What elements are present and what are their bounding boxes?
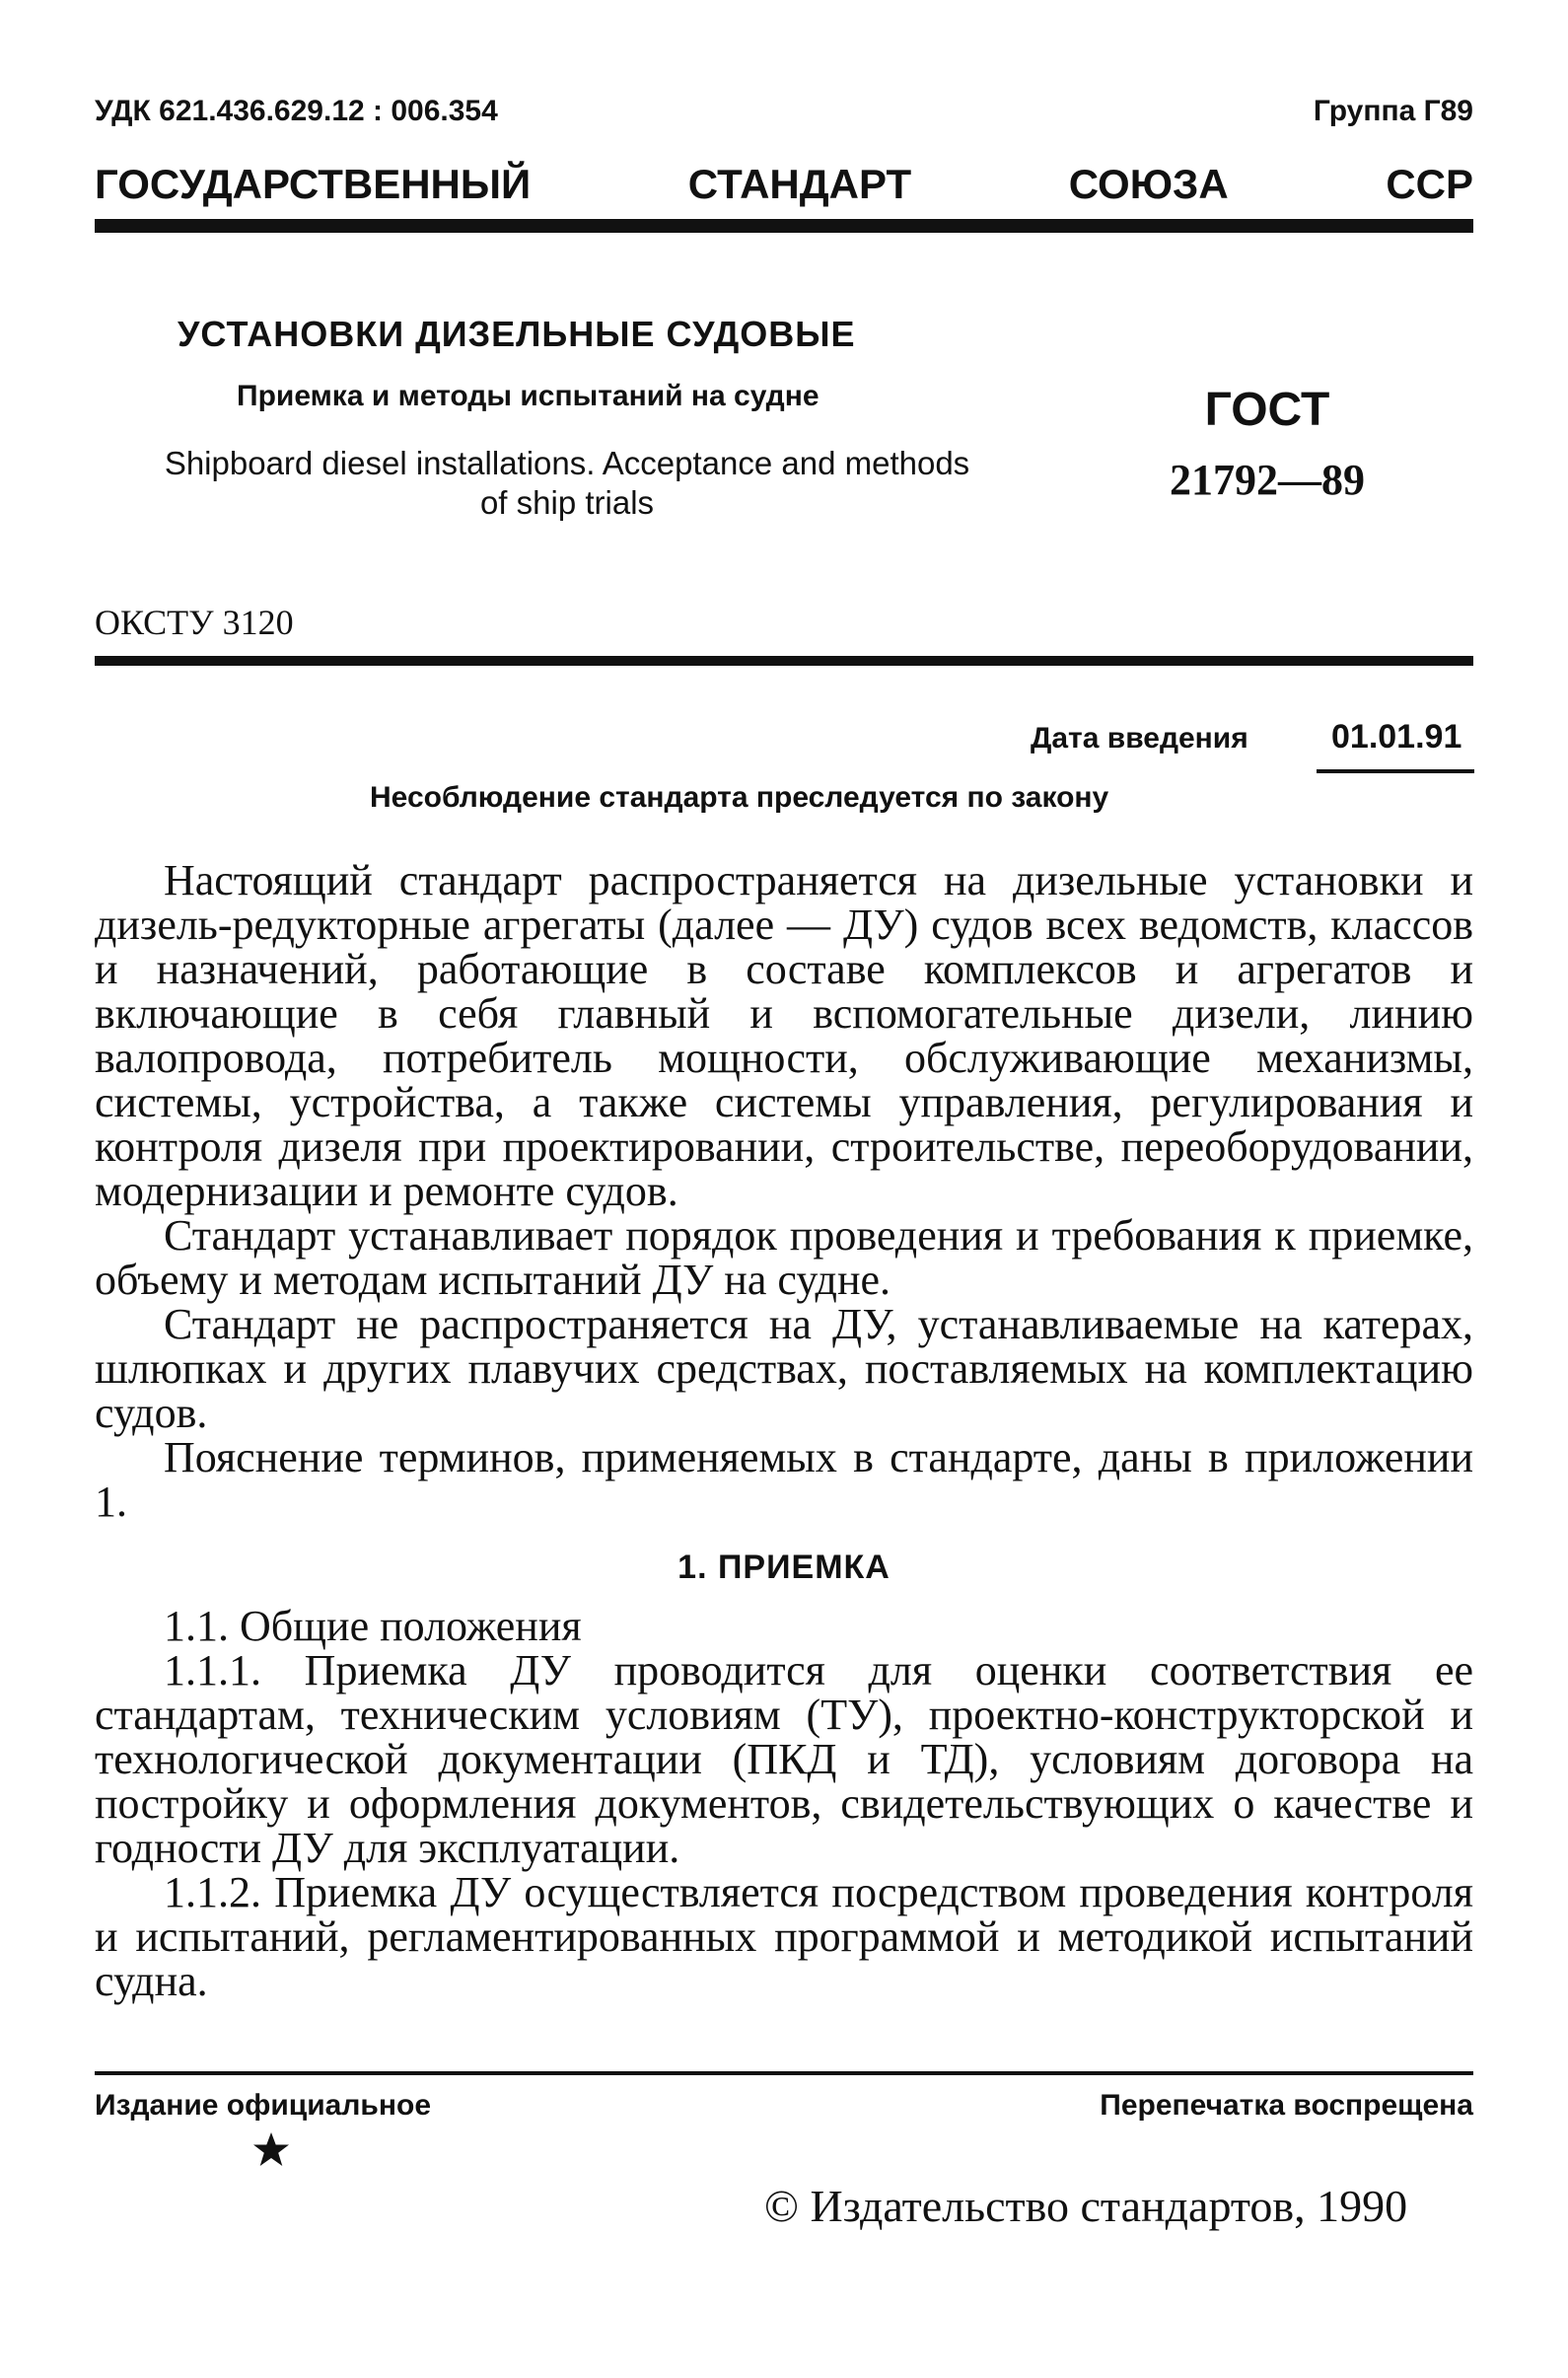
star-icon — [251, 2130, 291, 2170]
paragraph-terms: Пояснение терминов, применяемых в стандарте, даны в приложении 1. — [95, 1433, 1473, 1526]
okstu-code: ОКСТУ 3120 — [95, 603, 294, 642]
legal-notice: Несоблюдение стандарта преследуется по закону — [370, 781, 1109, 814]
clause-1-1-1: 1.1.1. Приемка ДУ проводится для оценки соответствия ее стандартам, техническим условиям (ТУ), проектно-конструкторской и технологической документации (ПКД и ТД), условиям договора на постройку и оформления документов, свидетельствующих о качестве и годности ДУ для эксплуатации. — [95, 1646, 1473, 1872]
date-underline — [1317, 769, 1474, 773]
clause-1-1-2: 1.1.2. Приемка ДУ осуществляется посредством проведения контроля и испытаний, регламентированных программой и методикой испытаний судна. — [95, 1868, 1473, 2005]
state-standard-text: ГОСУДАРСТВЕННЫЙ СТАНДАРТ СОЮЗА ССР — [95, 161, 1473, 207]
group-code: Группа Г89 — [1313, 95, 1473, 127]
paragraph-establishes: Стандарт устанавливает порядок проведения и требования к приемке, объему и методам испытаний ДУ на судне. — [95, 1211, 1473, 1304]
gost-designation — [1134, 383, 1400, 505]
udk-code: УДК 621.436.629.12 : 006.354 — [95, 95, 498, 127]
state-standard-heading — [95, 161, 1473, 208]
gost-number: 21792—89 — [1170, 456, 1365, 504]
document-body — [95, 858, 1473, 2003]
subsection-heading: 1.1. Общие положения — [164, 1602, 582, 1650]
document-title: УСТАНОВКИ ДИЗЕЛЬНЫЕ СУДОВЫЕ — [178, 314, 856, 354]
paragraph-exclusions: Стандарт не распространяется на ДУ, устанавливаемые на катерах, шлюпках и других плавучих средствах, поставляемых на комплектацию судов. — [95, 1300, 1473, 1437]
copyright-line: © Издательство стандартов, 1990 — [764, 2181, 1408, 2231]
date-value: 01.01.91 — [1331, 718, 1462, 756]
paragraph-scope: Настоящий стандарт распространяется на дизельные установки и дизель-редукторные агрегаты (далее — ДУ) судов всех ведомств, классов и назначений, работающие в составе комплексов и агрегатов и включающие в себя главный и вспомогательные дизели, линию валопровода, потребитель мощности, обслуживающие механизмы, системы, устройства, а также системы управления, регулирования и контроля дизеля при проектировании, строительстве, переоборудовании, модернизации и ремонте судов. — [95, 856, 1473, 1215]
date-label: Дата введения — [1031, 722, 1248, 755]
footer-rule — [95, 2071, 1473, 2075]
reprint-prohibited-label: Перепечатка воспрещена — [1100, 2089, 1473, 2122]
okstu-rule — [95, 656, 1473, 666]
english-title: Shipboard diesel installations. Acceptance and methods of ship trials — [164, 445, 970, 521]
header-rule — [95, 219, 1473, 233]
gost-label: ГОСТ — [1204, 384, 1330, 436]
document-subtitle: Приемка и методы испытаний на судне — [237, 380, 820, 412]
official-edition-label: Издание официальное — [95, 2089, 432, 2122]
section-heading: 1. ПРИЕМКА — [677, 1549, 891, 1586]
